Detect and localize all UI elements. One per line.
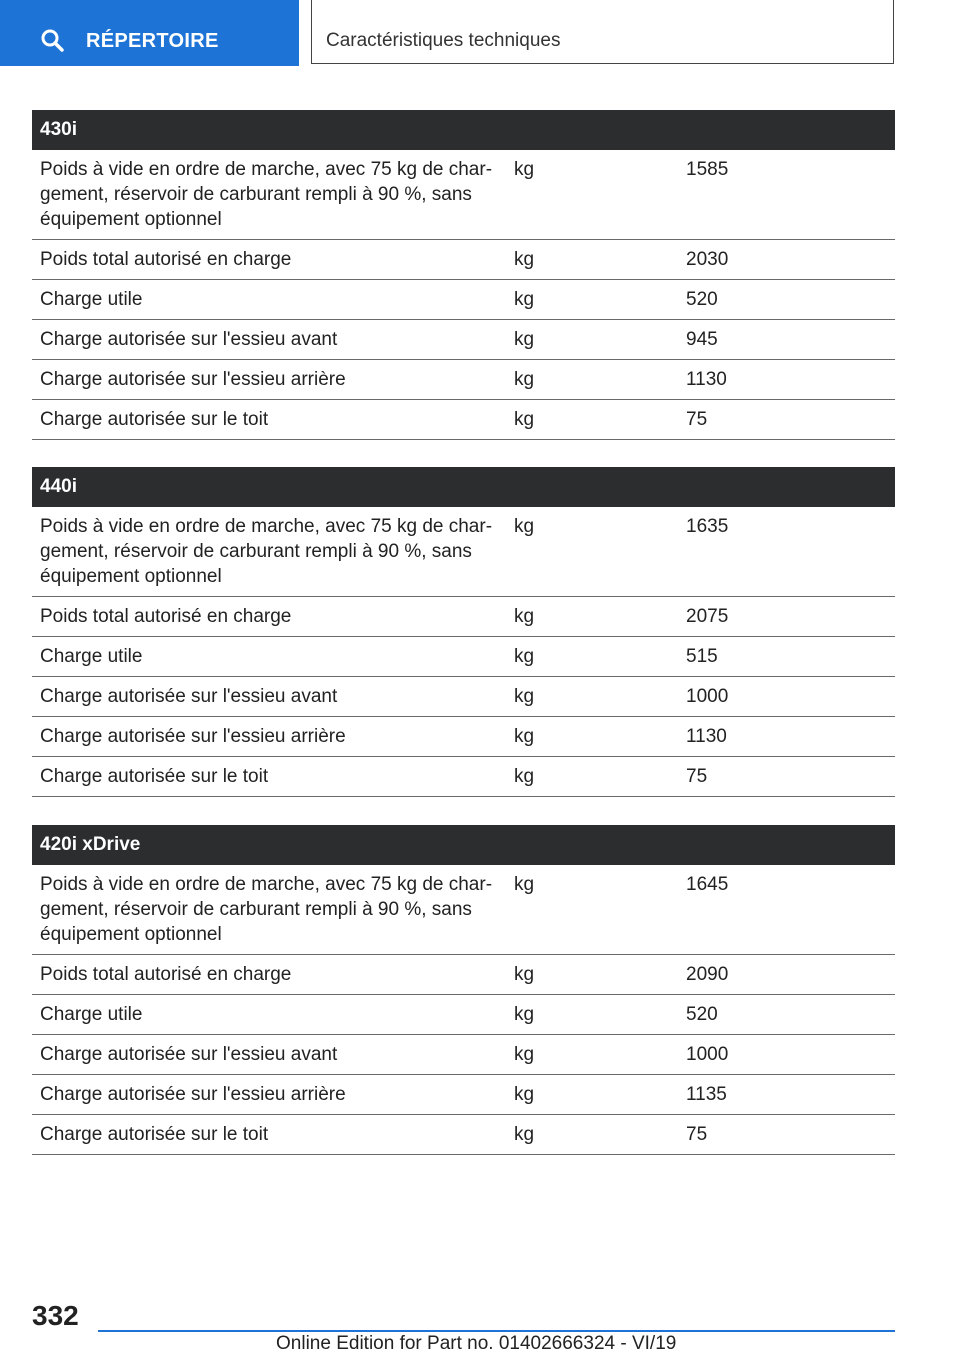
row-label: Charge autorisée sur le toit [32, 1115, 506, 1155]
row-value: 2075 [678, 597, 895, 637]
row-label: Charge utile [32, 995, 506, 1035]
table-row [32, 717, 895, 757]
row-unit: kg [506, 320, 678, 360]
spec-table-430i [32, 110, 895, 440]
table-row [32, 400, 895, 440]
spec-table-420i-xdrive [32, 825, 895, 1155]
row-unit: kg [506, 757, 678, 797]
row-unit: kg [506, 677, 678, 717]
table-row [32, 597, 895, 637]
table-model-header: 430i [32, 110, 895, 150]
row-value: 945 [678, 320, 895, 360]
table-row [32, 240, 895, 280]
row-unit: kg [506, 1075, 678, 1115]
page-number: 332 [32, 1300, 79, 1331]
search-button-label: RÉPERTOIRE [86, 30, 219, 52]
row-unit: kg [506, 1115, 678, 1155]
row-label: Poids à vide en ordre de marche, avec 75 kg de char- gement, réservoir de carburant rempli à 90 %, sans équipement optionnel [32, 865, 506, 955]
table-row [32, 1035, 895, 1075]
row-unit: kg [506, 150, 678, 240]
table-row [32, 1075, 895, 1115]
row-unit: kg [506, 955, 678, 995]
row-label: Charge utile [32, 280, 506, 320]
table-model-header: 420i xDrive [32, 825, 895, 865]
row-label: Charge autorisée sur l'essieu avant [32, 320, 506, 360]
row-unit: kg [506, 400, 678, 440]
row-label: Charge autorisée sur l'essieu arrière [32, 1075, 506, 1115]
row-value: 75 [678, 400, 895, 440]
table-row [32, 955, 895, 995]
table-row [32, 280, 895, 320]
row-value: 1130 [678, 717, 895, 757]
row-label: Charge autorisée sur le toit [32, 400, 506, 440]
row-label: Poids total autorisé en charge [32, 955, 506, 995]
row-value: 2090 [678, 955, 895, 995]
footer-divider [98, 1330, 895, 1332]
row-label: Poids à vide en ordre de marche, avec 75 kg de char- gement, réservoir de carburant rempli à 90 %, sans équipement optionnel [32, 507, 506, 597]
table-row [32, 637, 895, 677]
row-label: Charge autorisée sur l'essieu arrière [32, 717, 506, 757]
row-unit: kg [506, 507, 678, 597]
row-label: Poids à vide en ordre de marche, avec 75 kg de char- gement, réservoir de carburant rempli à 90 %, sans équipement optionnel [32, 150, 506, 240]
row-unit: kg [506, 240, 678, 280]
row-label: Poids total autorisé en charge [32, 240, 506, 280]
row-value: 1635 [678, 507, 895, 597]
row-label: Poids total autorisé en charge [32, 597, 506, 637]
row-value: 1000 [678, 677, 895, 717]
row-unit: kg [506, 360, 678, 400]
row-unit: kg [506, 717, 678, 757]
row-value: 1645 [678, 865, 895, 955]
search-button[interactable] [0, 0, 299, 66]
row-unit: kg [506, 1035, 678, 1075]
table-row [32, 150, 895, 240]
row-value: 1135 [678, 1075, 895, 1115]
search-icon [40, 28, 64, 52]
row-unit: kg [506, 865, 678, 955]
row-label: Charge autorisée sur l'essieu avant [32, 1035, 506, 1075]
table-row [32, 1115, 895, 1155]
row-label: Charge autorisée sur l'essieu arrière [32, 360, 506, 400]
row-label: Charge utile [32, 637, 506, 677]
table-row [32, 320, 895, 360]
row-value: 1000 [678, 1035, 895, 1075]
row-value: 515 [678, 637, 895, 677]
edition-footer: Online Edition for Part no. 01402666324 - VI/19 [276, 1333, 677, 1354]
row-unit: kg [506, 995, 678, 1035]
top-bar [0, 0, 960, 66]
row-unit: kg [506, 597, 678, 637]
row-value: 75 [678, 1115, 895, 1155]
row-value: 520 [678, 280, 895, 320]
row-value: 1130 [678, 360, 895, 400]
row-value: 75 [678, 757, 895, 797]
row-label: Charge autorisée sur le toit [32, 757, 506, 797]
table-row [32, 507, 895, 597]
row-value: 2030 [678, 240, 895, 280]
row-unit: kg [506, 637, 678, 677]
row-value: 520 [678, 995, 895, 1035]
table-row [32, 757, 895, 797]
row-unit: kg [506, 280, 678, 320]
section-title: Caractéristiques techniques [326, 30, 561, 51]
table-row [32, 865, 895, 955]
table-model-header: 440i [32, 467, 895, 507]
spec-table-440i [32, 467, 895, 797]
section-title-tab[interactable] [311, 0, 894, 64]
table-row [32, 360, 895, 400]
table-row [32, 995, 895, 1035]
row-value: 1585 [678, 150, 895, 240]
table-row [32, 677, 895, 717]
row-label: Charge autorisée sur l'essieu avant [32, 677, 506, 717]
